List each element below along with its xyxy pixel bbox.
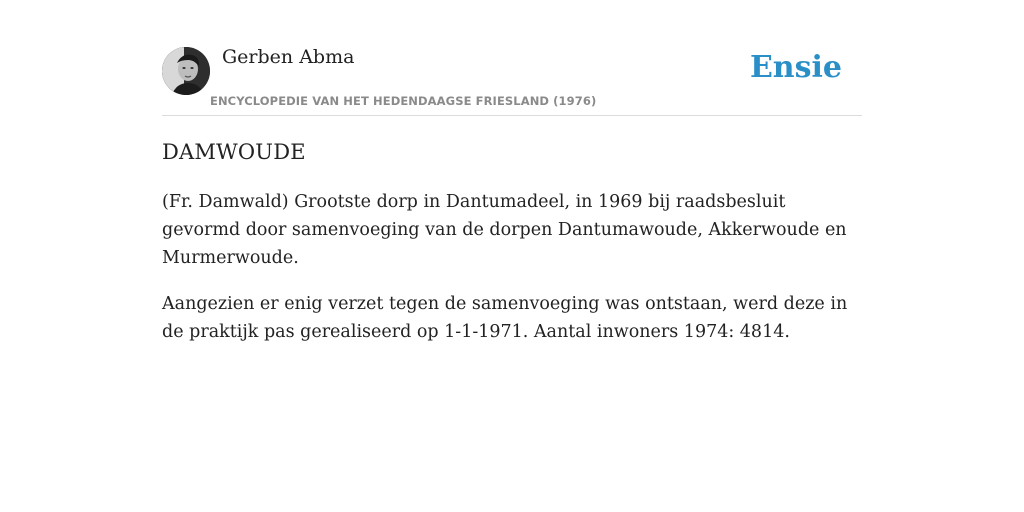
source-label[interactable]: ENCYCLOPEDIE VAN HET HEDENDAAGSE FRIESLAND (1976) — [210, 94, 597, 108]
article-paragraph: (Fr. Damwald) Grootste dorp in Dantumadeel, in 1969 bij raadsbesluit gevormd door samenvoeging van de dorpen Dantumawoude, Akkerwoude en Murmerwoude. — [162, 192, 847, 268]
person-portrait-icon — [162, 47, 210, 95]
article-header — [162, 44, 862, 116]
author-avatar[interactable] — [162, 47, 210, 95]
article-paragraph: Aangezien er enig verzet tegen de samenvoeging was ontstaan, werd deze in de praktijk pas gerealiseerd op 1-1-1971. Aantal inwoners 1974: 4814. — [162, 294, 848, 342]
article-card — [162, 44, 862, 346]
article-title: DAMWOUDE — [162, 140, 306, 164]
ensie-logo-link[interactable]: Ensie — [749, 50, 842, 85]
author-name[interactable]: Gerben Abma — [222, 46, 355, 68]
